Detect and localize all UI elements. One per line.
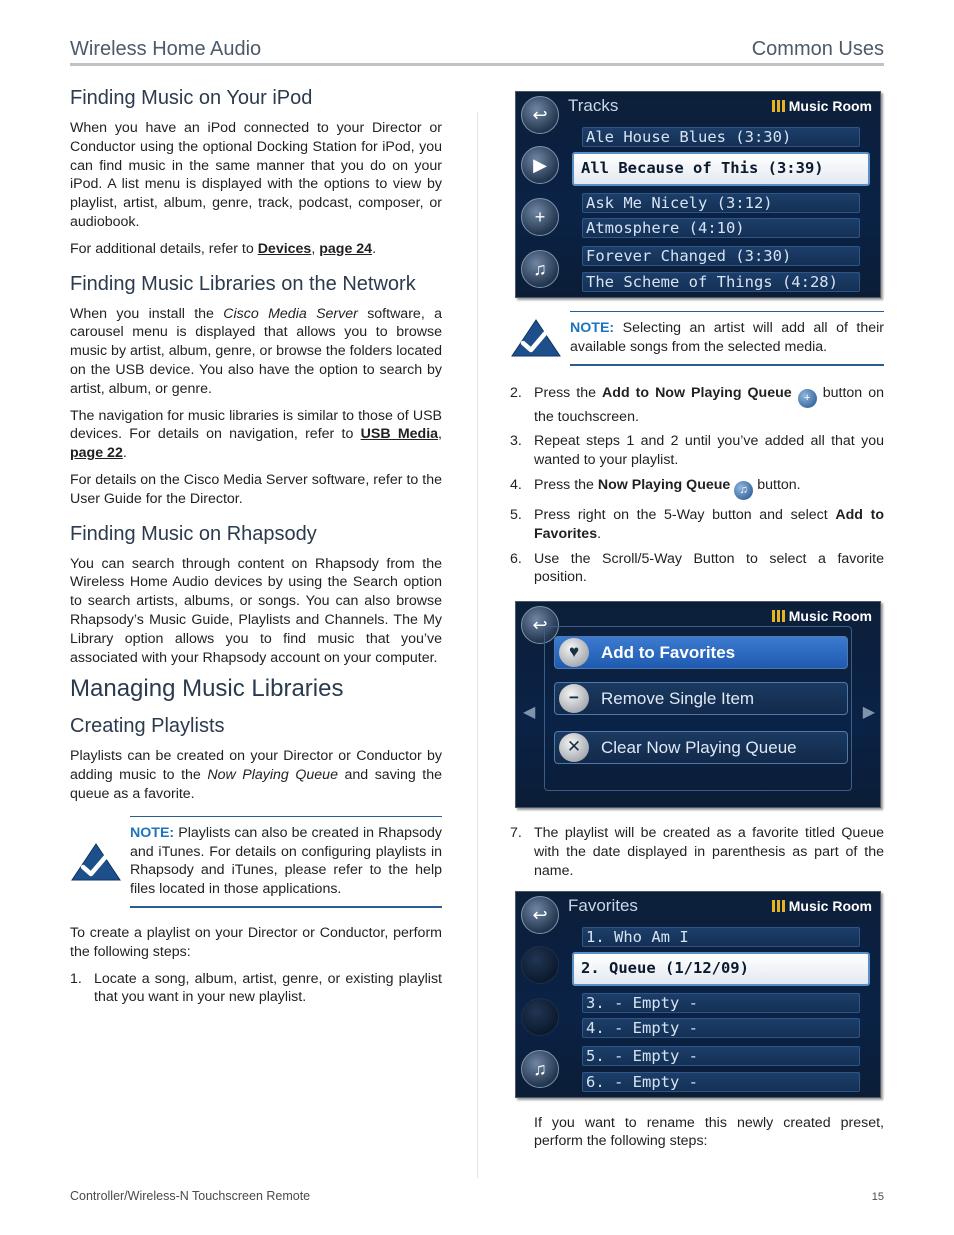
link-page-22[interactable]: page 22 <box>70 445 123 462</box>
link-devices[interactable]: Devices <box>257 240 312 257</box>
track-item-selected[interactable]: All Because of This (3:39) <box>572 152 870 186</box>
page-number: 15 <box>871 1191 884 1203</box>
para-playlists-2: To create a playlist on your Director or Conductor, perform the following steps: <box>70 924 442 960</box>
para-ipod-1: When you have an iPod connected to your Director or Conductor using the optional Docking Station for iPod, you can find music in the same manner that you do on your iPod. A list menu is displayed with the options to view by playlist, artist, album, genre, track, podcast, composer, or audiobook. <box>70 120 442 230</box>
steps-list-right-2 <box>510 824 884 880</box>
room-label: Music Room <box>772 898 872 914</box>
menu-item-clear-queue[interactable]: ✕ Clear Now Playing Queue <box>554 731 848 764</box>
track-item[interactable]: The Scheme of Things (4:28) <box>582 272 860 292</box>
track-item[interactable]: Atmosphere (4:10) <box>582 218 860 238</box>
step-4: 4. Press the Now Playing Queue ♫ button. <box>510 476 884 500</box>
add-to-queue-icon: + <box>798 389 817 408</box>
arrow-left-icon[interactable]: ◀ <box>523 704 536 722</box>
header-rule <box>70 63 884 66</box>
heading-rhapsody: Finding Music on Rhapsody <box>70 522 317 545</box>
heading-managing: Managing Music Libraries <box>70 675 344 703</box>
footer-title: Controller/Wireless-N Touchscreen Remote <box>70 1189 311 1203</box>
step-2: 2. Press the Add to Now Playing Queue + button on the touchscreen. <box>510 384 884 425</box>
step-6: 6. Use the Scroll/5-Way Button to select a favorite position. <box>510 550 884 586</box>
note-text: NOTE: Selecting an artist will add all of their available songs from the selected media. <box>570 320 884 355</box>
running-header-section: Common Uses <box>751 38 884 60</box>
screen-title: Tracks <box>568 96 619 115</box>
favorite-item[interactable]: 5. - Empty - <box>582 1046 860 1066</box>
menu-item-remove-single[interactable]: − Remove Single Item <box>554 682 848 715</box>
column-divider <box>477 112 478 1178</box>
heading-ipod: Finding Music on Your iPod <box>70 87 313 109</box>
step-1: 1. Locate a song, album, artist, genre, or existing playlist that you want in your new playlist. <box>70 970 442 1006</box>
back-icon[interactable]: ↩ <box>521 96 559 134</box>
steps-list-right <box>510 384 884 588</box>
para-network-1: When you install the Cisco Media Server software, a carousel menu is displayed that allows you to browse music by artist, album, genre, or browse the folders located on the USB device. You also have the option to search by artist, album, or genre. <box>70 305 442 397</box>
room-label: Music Room <box>772 98 872 114</box>
menu-item-add-to-favorites[interactable]: ♥ Add to Favorites <box>554 636 848 669</box>
para-network-3: For details on the Cisco Media Server software, refer to the User Guide for the Director. <box>70 471 442 507</box>
disabled-button-icon <box>521 998 559 1036</box>
link-usb-media[interactable]: USB Media <box>360 426 439 443</box>
note-box-playlists <box>70 816 442 908</box>
favorite-item[interactable]: 3. - Empty - <box>582 993 860 1013</box>
para-closing: If you want to rename this newly created preset, perform the following steps: <box>534 1114 884 1150</box>
disabled-button-icon <box>521 946 559 984</box>
back-icon[interactable]: ↩ <box>521 606 559 644</box>
screenshot-favorites <box>515 891 881 1098</box>
back-icon[interactable]: ↩ <box>521 896 559 934</box>
step-7: 7. The playlist will be created as a favorite titled Queue with the date displayed in parenthesis as part of the name. <box>510 825 884 879</box>
track-item[interactable]: Ask Me Nicely (3:12) <box>582 193 860 213</box>
signal-bars-icon <box>772 610 785 622</box>
para-ipod-2: For additional details, refer to Devices, page 24. <box>70 240 377 257</box>
step-5: 5. Press right on the 5-Way button and select Add to Favorites. <box>510 506 884 542</box>
steps-list-left <box>70 970 442 1008</box>
signal-bars-icon <box>772 900 785 912</box>
favorite-item-selected[interactable]: 2. Queue (1/12/09) <box>572 952 870 986</box>
running-header-title: Wireless Home Audio <box>70 38 262 60</box>
track-item[interactable]: Forever Changed (3:30) <box>582 246 860 266</box>
add-to-queue-icon[interactable]: + <box>521 198 559 236</box>
now-playing-icon: ♫ <box>734 481 753 500</box>
note-box-artist <box>510 311 884 366</box>
minus-icon: − <box>559 684 589 713</box>
now-playing-icon[interactable]: ♫ <box>521 250 559 288</box>
favorite-item[interactable]: 6. - Empty - <box>582 1072 860 1092</box>
para-playlists-1: Playlists can be created on your Director or Conductor by adding music to the Now Playing Queue and saving the queue as a favorite. <box>70 748 442 802</box>
screenshot-tracks <box>515 91 881 298</box>
favorite-item[interactable]: 1. Who Am I <box>582 927 860 947</box>
heart-icon: ♥ <box>559 638 589 667</box>
screenshot-queue-menu <box>515 601 881 808</box>
play-icon[interactable]: ▶ <box>521 146 559 184</box>
link-page-24[interactable]: page 24 <box>319 240 373 257</box>
track-item[interactable]: Ale House Blues (3:30) <box>582 127 860 147</box>
close-icon: ✕ <box>559 733 589 762</box>
arrow-right-icon[interactable]: ▶ <box>862 704 875 722</box>
checkmark-icon <box>70 842 122 882</box>
note-text: NOTE: Playlists can also be created in Rhapsody and iTunes. For details on configuring playlists in Rhapsody and iTunes, please refer to the help files located in those applications. <box>130 824 442 898</box>
left-column <box>70 86 442 1013</box>
checkmark-icon <box>510 318 562 358</box>
signal-bars-icon <box>772 100 785 112</box>
favorite-item[interactable]: 4. - Empty - <box>582 1018 860 1038</box>
step-3: 3. Repeat steps 1 and 2 until you’ve added all that you wanted to your playlist. <box>510 433 884 469</box>
now-playing-icon[interactable]: ♫ <box>521 1050 559 1088</box>
screen-title: Favorites <box>568 895 638 915</box>
heading-network: Finding Music Libraries on the Network <box>70 272 416 295</box>
right-column <box>510 91 884 1151</box>
para-rhapsody-1: You can search through content on Rhapsody from the Wireless Home Audio devices by using the Search option to search artists, albums, or songs. You can also browse Rhapsody’s Music Guide, Playlists and Channels. The My Library option allows you to find music that you’ve associated with your Rhapsody account on your computer. <box>70 555 442 666</box>
heading-creating-playlists: Creating Playlists <box>70 715 225 738</box>
room-label: Music Room <box>772 608 872 624</box>
para-network-2: The navigation for music libraries is similar to those of USB devices. For details on navigation, refer to USB Media, page 22. <box>70 407 442 462</box>
